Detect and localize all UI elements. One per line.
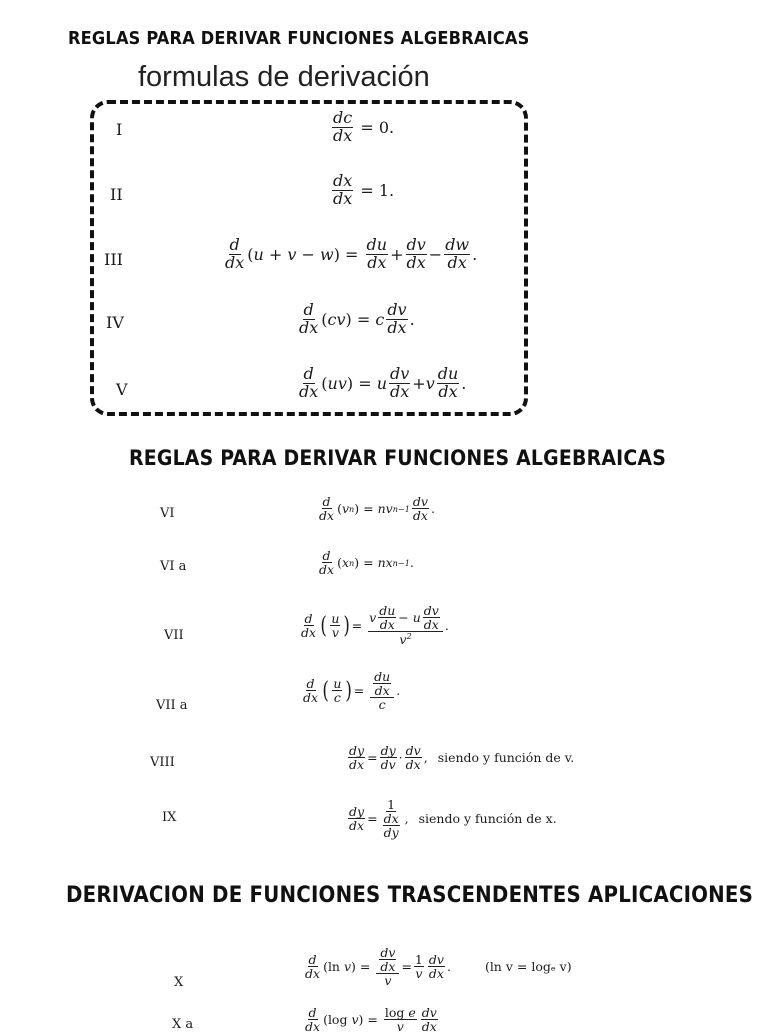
rule-number: VI a: [160, 559, 187, 574]
rule-number: V: [116, 380, 128, 399]
rule-number: III: [104, 250, 123, 269]
rule-number: VIII: [150, 755, 175, 770]
formula-III: d dx ( u + v − w ) = $\frac{du}{dx}$ + $\frac{dv}{dx}$ − $\frac{dw}{dx}$ .: [225, 235, 478, 272]
formula-IX: $\frac{dy}{dx}$ = 1 $\frac{dx}{dy}$ , siendo y función de x.: [349, 797, 557, 841]
note-ix: siendo y función de x.: [418, 811, 557, 827]
formula-X: d dx (ln v ) = $\frac{dv}{dx}$ v = $\frac{1}{v}$ dv dx . (ln v = logₑ v): [305, 945, 572, 989]
formula-II: $\frac{dx}{dx}$ = 1.: [333, 171, 395, 208]
page-title: REGLAS PARA DERIVAR FUNCIONES ALGEBRAICAS: [68, 28, 530, 49]
rule-number: VII a: [156, 698, 188, 713]
rule-number: VII: [164, 628, 184, 643]
rule-number: I: [116, 120, 123, 139]
formula-VIIa: d dx ( u c ) = $\frac{du}{dx}$ c .: [303, 669, 401, 713]
rule-number: IX: [162, 810, 177, 825]
rule-number: IV: [106, 313, 124, 332]
note-viii: siendo y función de v.: [437, 750, 575, 766]
note-x: (ln v = logₑ v): [484, 959, 572, 975]
rule-number: X: [174, 975, 184, 990]
formula-VIa: d dx ( x n ) = nx n−1 .: [319, 548, 414, 578]
formula-VIII: $\frac{dy}{dx}$ = $\frac{dy}{dv}$ · dv dx , siendo y función de v.: [349, 743, 575, 773]
section-title-transcendental: DERIVACION DE FUNCIONES TRASCENDENTES APLICACIONES: [66, 883, 754, 908]
formula-Xa: d dx (log v ) = $\frac{\text{log e}}{v}$ dv dx: [305, 1005, 437, 1034]
rule-number: VI: [160, 506, 175, 521]
rule-number: II: [110, 185, 123, 204]
rule-number: X a: [172, 1017, 194, 1032]
formula-VII: d dx ( u v ) = v du dx − u dv dx $v^2$ .: [301, 603, 449, 648]
formulas-title: formulas de derivación: [138, 61, 430, 93]
formula-VI: d dx ( v n ) = nv n−1 dv dx .: [319, 494, 435, 524]
formula-V: d dx ( uv ) = u $\frac{dv}{dx}$ + v $\frac{du}{dx}$ .: [299, 364, 467, 401]
formula-IV: d dx ( cv ) = c $\frac{dv}{dx}$ .: [299, 300, 415, 337]
section-title-algebraic: REGLAS PARA DERIVAR FUNCIONES ALGEBRAICAS: [129, 446, 667, 470]
formula-I: $\frac{dc}{dx}$ = 0.: [333, 108, 395, 145]
